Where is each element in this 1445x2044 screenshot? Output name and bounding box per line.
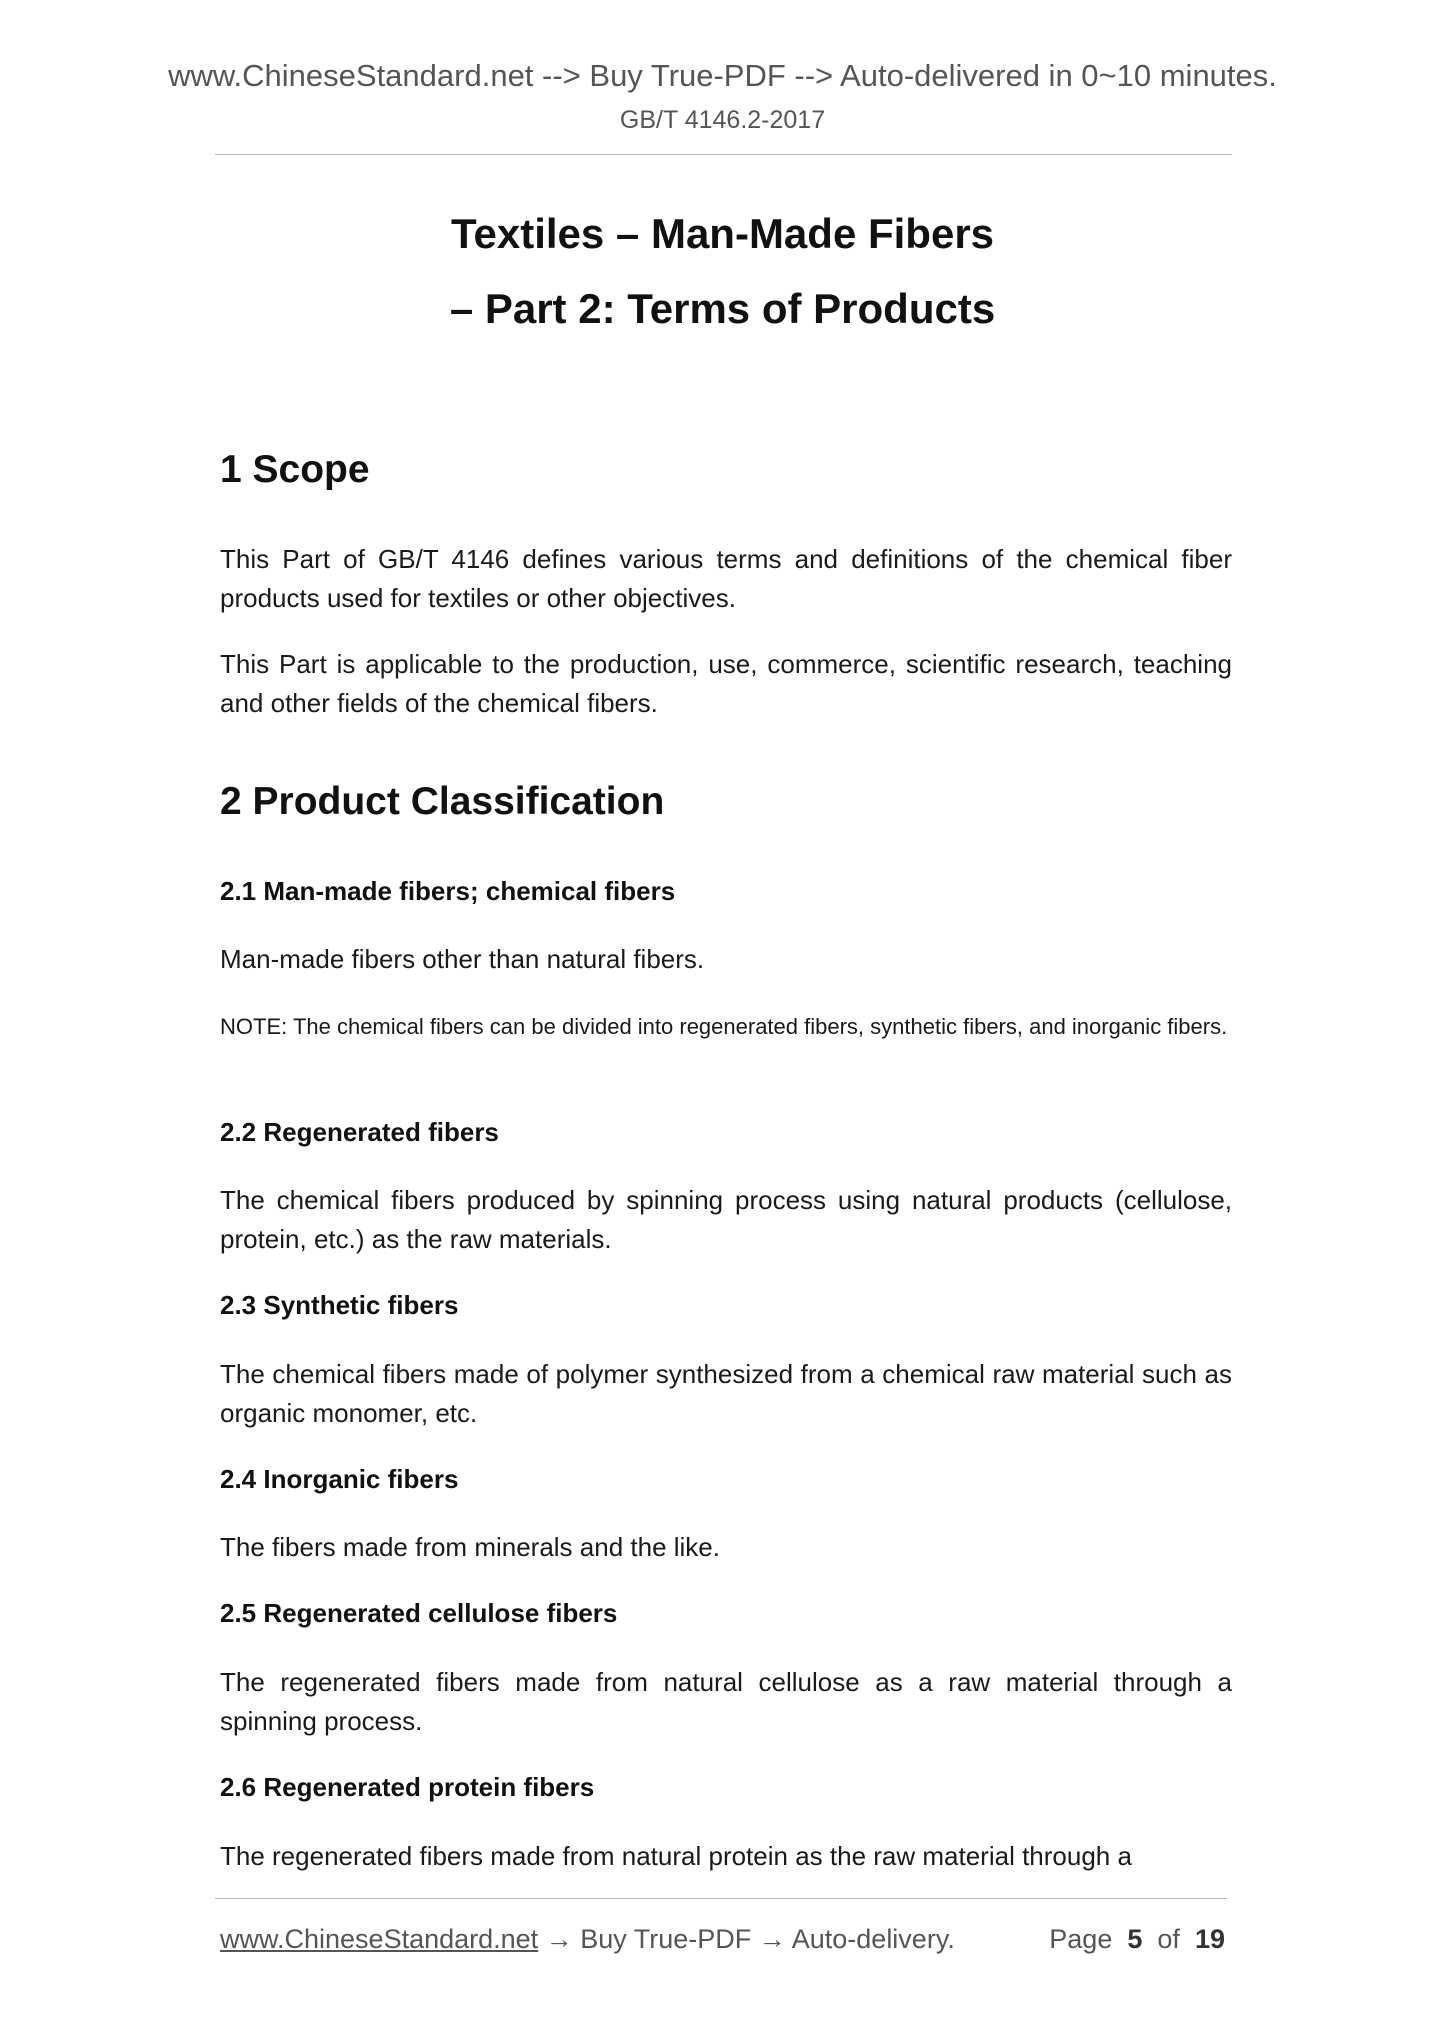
term-definition: The regenerated fibers made from natural cellulose as a raw material through a spinning process.: [220, 1667, 1232, 1736]
document-title-line2: – Part 2: Terms of Products: [449, 285, 996, 332]
section-heading-product-classification: 2 Product Classification: [220, 780, 665, 823]
document-title-line1: Textiles – Man-Made Fibers: [450, 210, 995, 257]
term-definition: Man-made fibers other than natural fibers.: [220, 944, 705, 974]
term-heading: 2.3 Synthetic fibers: [220, 1290, 459, 1320]
header-banner: www.ChineseStandard.net --> Buy True-PDF --> Auto-delivered in 0~10 minutes.: [168, 58, 1277, 93]
term-definition: The regenerated fibers made from natural protein as the raw material through a: [220, 1841, 1132, 1871]
footer-divider: [215, 1898, 1227, 1899]
term-definition: The fibers made from minerals and the like.: [220, 1532, 720, 1562]
section-heading-scope: 1 Scope: [220, 448, 370, 491]
term-note: NOTE: The chemical fibers can be divided into regenerated fibers, synthetic fibers, and inorganic fibers.: [220, 1014, 1228, 1039]
of-word: of: [1157, 1924, 1180, 1954]
term-heading: 2.2 Regenerated fibers: [220, 1117, 499, 1147]
page-footer: [220, 1924, 1230, 1955]
page-total: 19: [1194, 1924, 1225, 1954]
term-heading: 2.4 Inorganic fibers: [220, 1464, 459, 1494]
term-heading: 2.6 Regenerated protein fibers: [220, 1772, 595, 1802]
paragraph: This Part is applicable to the production, use, commerce, scientific research, teaching and other fields of the chemical fibers.: [220, 649, 1232, 718]
term-heading: 2.1 Man-made fibers; chemical fibers: [220, 876, 676, 906]
page-word: Page: [1049, 1924, 1113, 1954]
page-number: 5: [1127, 1924, 1143, 1954]
header-divider: [215, 154, 1232, 155]
term-definition: The chemical fibers produced by spinning process using natural products (cellulose, protein, etc.) as the raw materials.: [220, 1185, 1232, 1254]
standard-id: GB/T 4146.2-2017: [619, 106, 826, 134]
page-indicator: [1049, 1924, 1225, 1955]
term-definition: The chemical fibers made of polymer synthesized from a chemical raw material such as organic monomer, etc.: [220, 1359, 1232, 1428]
paragraph: This Part of GB/T 4146 defines various terms and definitions of the chemical fiber products used for textiles or other objectives.: [220, 544, 1232, 613]
term-heading: 2.5 Regenerated cellulose fibers: [220, 1598, 618, 1628]
footer-site-link[interactable]: www.ChineseStandard.net: [220, 1924, 539, 1954]
footer-trail: → Buy True-PDF → Auto-delivery.: [538, 1924, 955, 1954]
